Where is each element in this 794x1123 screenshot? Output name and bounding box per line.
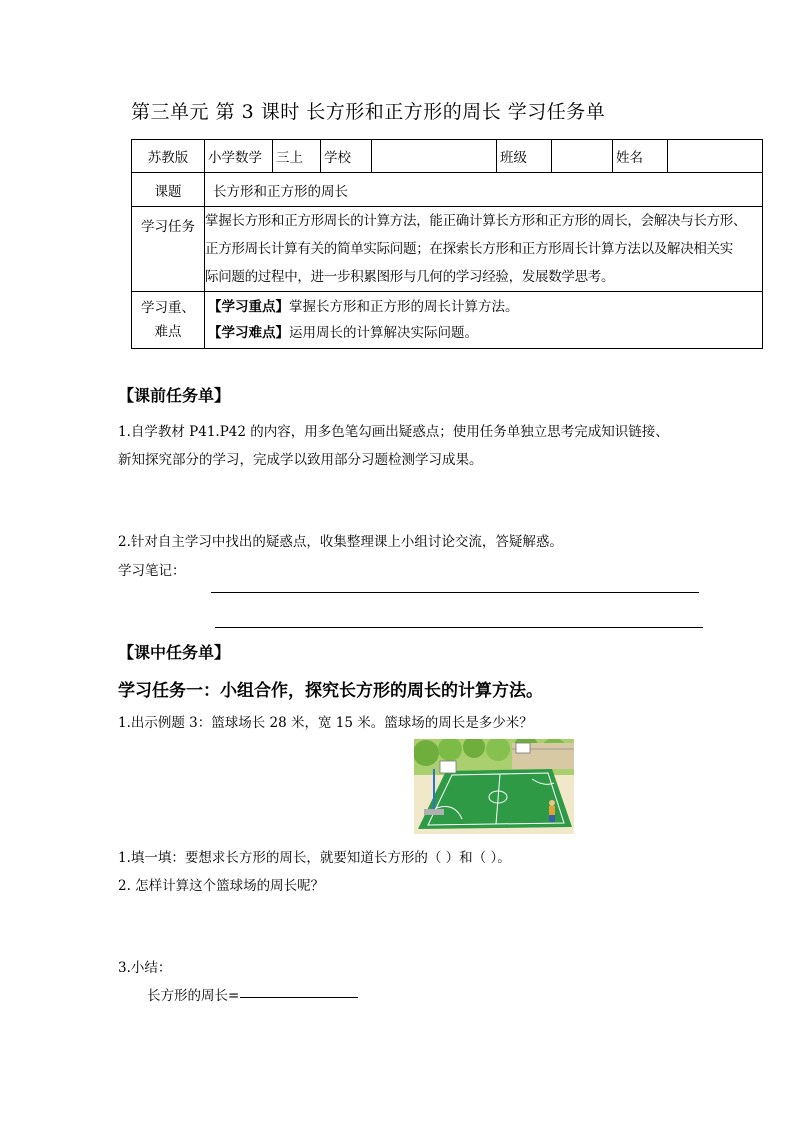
keypoints-label: [132, 292, 205, 349]
key-point-tag: 【学习重点】: [208, 299, 289, 315]
difficulty-tag: 【学习难点】: [208, 325, 289, 341]
task-content: [205, 207, 763, 292]
info-row-topic: [132, 173, 763, 207]
in-class-heading: 【课中任务单】: [118, 643, 231, 662]
cell-class-label: 班级: [497, 140, 552, 173]
task-line-3: 际问题的过程中，进一步积累图形与几何的学习经验，发展数学思考。: [205, 269, 615, 285]
keypoints-content: [205, 292, 763, 349]
backboard-right: [516, 743, 530, 753]
difficulty-line: [208, 320, 759, 346]
difficulty-text: 运用周长的计算解决实际问题。: [289, 325, 478, 341]
basketball-court-image: [414, 739, 574, 834]
info-row-task: [132, 207, 763, 292]
fill-in-question: 1.填一填：要想求长方形的周长，就要知道长方形的（ ）和（ ）。: [118, 850, 511, 866]
topic-value: 长方形和正方形的周长: [205, 173, 763, 207]
key-point-text: 掌握长方形和正方形的周长计算方法。: [289, 299, 519, 315]
topic-label: 课题: [132, 173, 205, 207]
notes-line-2[interactable]: [215, 627, 703, 628]
cell-school-value[interactable]: [372, 140, 497, 173]
page-title: 第三单元 第 3 课时 长方形和正方形的周长 学习任务单: [131, 101, 606, 123]
calc-question: 2. 怎样计算这个篮球场的周长呢？: [118, 878, 325, 894]
task-label: 学习任务: [132, 207, 205, 292]
info-row-header: [132, 140, 763, 173]
task-line-2: 正方形周长计算有关的简单实际问题；在探索长方形和正方形周长计算方法以及解决相关实: [205, 241, 733, 257]
info-row-keypoints: [132, 292, 763, 349]
child-body: [549, 806, 555, 815]
child-legs: [549, 815, 555, 822]
cell-name-label: 姓名: [613, 140, 668, 173]
notes-label: 学习笔记：: [118, 563, 186, 579]
keypoints-label-1: 学习重、: [141, 300, 195, 316]
cell-subject: 小学数学: [205, 140, 273, 173]
hoop-base-left: [424, 809, 444, 815]
key-point-line: [208, 294, 759, 320]
pre-class-heading: 【课前任务单】: [118, 386, 231, 405]
cell-school-label: 学校: [321, 140, 372, 173]
cell-name-value[interactable]: [668, 140, 763, 173]
pre-item-1-line-1: 1.自学教材 P41.P42 的内容，用多色笔勾画出疑惑点；使用任务单独立思考完成知识链接、: [118, 424, 669, 440]
formula-label: 长方形的周长=: [147, 988, 240, 1004]
summary-label: 3.小结：: [118, 960, 172, 976]
cell-grade: 三上: [273, 140, 321, 173]
task-line-1: 掌握长方形和正方形周长的计算方法，能正确计算长方形和正方形的周长，会解决与长方形、: [205, 213, 747, 229]
pre-item-1-line-2: 新知探究部分的学习，完成学以致用部分习题检测学习成果。: [118, 452, 483, 468]
backboard-left: [440, 761, 456, 773]
child-head: [549, 800, 555, 806]
cell-edition: 苏教版: [132, 140, 205, 173]
task-one-title: 学习任务一：小组合作，探究长方形的周长的计算方法。: [118, 681, 543, 701]
cell-class-value[interactable]: [552, 140, 613, 173]
notes-line-1[interactable]: [211, 592, 699, 593]
example-3: 1.出示例题 3：篮球场长 28 米，宽 15 米。篮球场的周长是多少米？: [118, 715, 533, 731]
info-table: [131, 139, 763, 349]
keypoints-label-2: 难点: [154, 324, 182, 340]
formula-answer-line[interactable]: [240, 997, 358, 998]
tree-1: [414, 740, 439, 766]
pre-item-2: 2.针对自主学习中找出的疑惑点，收集整理课上小组讨论交流，答疑解惑。: [118, 534, 563, 550]
